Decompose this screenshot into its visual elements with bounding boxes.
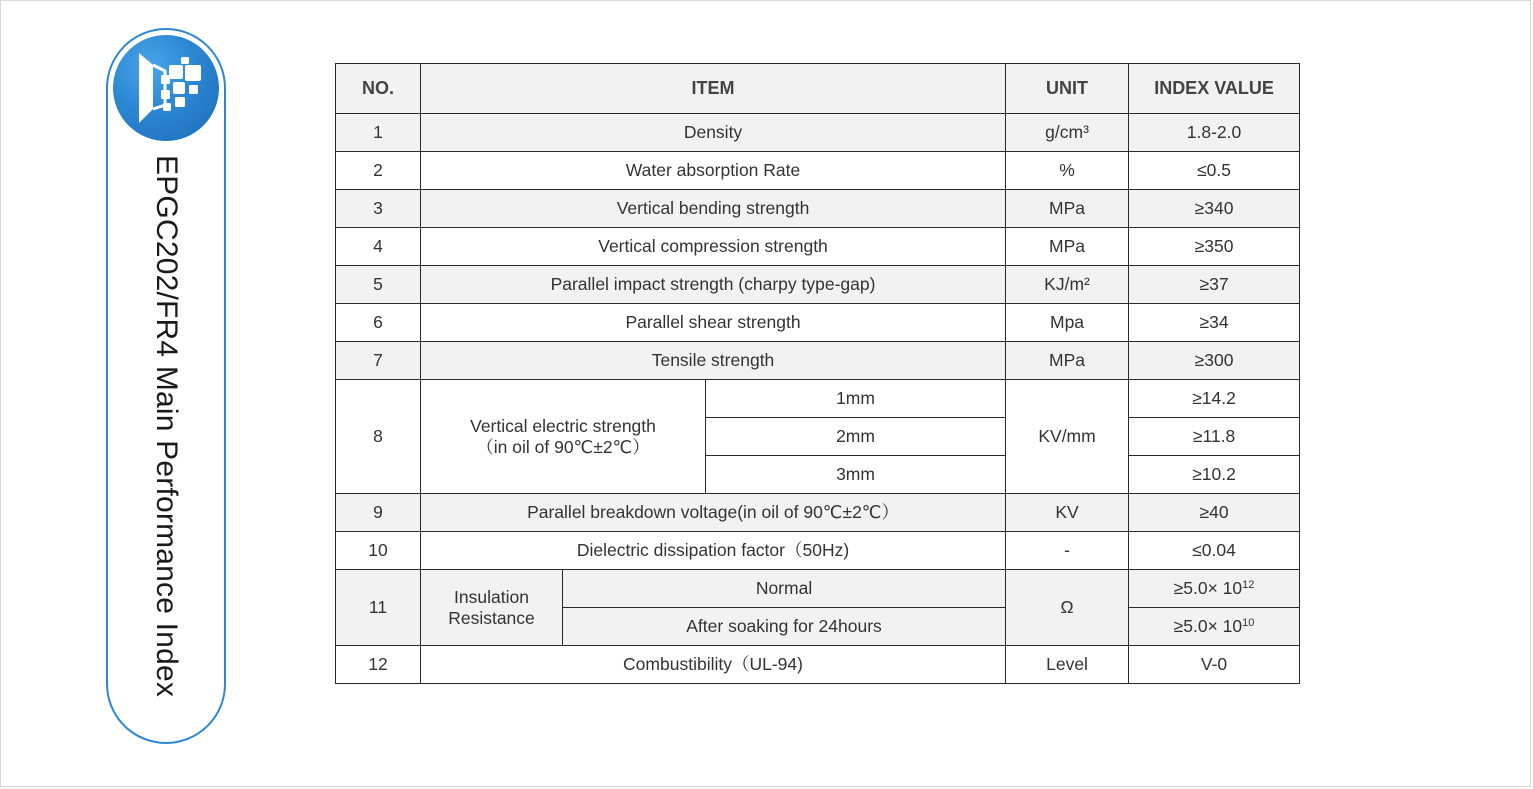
value-exponent: 12 <box>1242 579 1255 591</box>
row-no: 2 <box>336 152 421 190</box>
table-row <box>336 190 1300 228</box>
row-value: ≥11.8 <box>1129 418 1300 456</box>
row-value: ≥34 <box>1129 304 1300 342</box>
row-item: Vertical bending strength <box>421 190 1006 228</box>
performance-table <box>335 63 1300 684</box>
row-item: Parallel breakdown voltage(in oil of 90℃±2℃） <box>421 494 1006 532</box>
row-subitem: Normal <box>563 570 1006 608</box>
row-item: Density <box>421 114 1006 152</box>
row-item: Water absorption Rate <box>421 152 1006 190</box>
table-row <box>336 114 1300 152</box>
table-row <box>336 570 1300 608</box>
row-value: ≥300 <box>1129 342 1300 380</box>
row-value: ≥350 <box>1129 228 1300 266</box>
row-item: Tensile strength <box>421 342 1006 380</box>
table-row <box>336 304 1300 342</box>
row-item-line2: （in oil of 90℃±2℃） <box>476 436 650 457</box>
row-unit: % <box>1006 152 1129 190</box>
row-item: Parallel shear strength <box>421 304 1006 342</box>
row-item <box>421 380 706 494</box>
value-exponent: 10 <box>1242 617 1255 629</box>
row-subitem: 1mm <box>706 380 1006 418</box>
table-row <box>336 228 1300 266</box>
value-base: ≥5.0× 10 <box>1173 616 1243 636</box>
row-item-line1: Insulation <box>454 586 529 607</box>
row-item-line2: Resistance <box>448 607 535 628</box>
row-value <box>1129 570 1300 608</box>
row-no: 6 <box>336 304 421 342</box>
header-unit: UNIT <box>1006 64 1129 114</box>
row-unit: Level <box>1006 646 1129 684</box>
row-item <box>421 570 563 646</box>
row-unit: MPa <box>1006 342 1129 380</box>
row-unit: MPa <box>1006 228 1129 266</box>
row-no: 3 <box>336 190 421 228</box>
row-no: 11 <box>336 570 421 646</box>
table-row <box>336 494 1300 532</box>
row-value: ≥40 <box>1129 494 1300 532</box>
row-unit: KV/mm <box>1006 380 1129 494</box>
row-no: 10 <box>336 532 421 570</box>
table-row <box>336 646 1300 684</box>
row-item: Parallel impact strength (charpy type-gap) <box>421 266 1006 304</box>
table-row <box>336 532 1300 570</box>
fiber-cube-icon <box>113 35 219 141</box>
row-value: ≤0.5 <box>1129 152 1300 190</box>
row-unit: Mpa <box>1006 304 1129 342</box>
row-value: ≥340 <box>1129 190 1300 228</box>
row-unit: KV <box>1006 494 1129 532</box>
row-value: ≤0.04 <box>1129 532 1300 570</box>
row-subitem: After soaking for 24hours <box>563 608 1006 646</box>
value-base: ≥5.0× 10 <box>1173 578 1243 598</box>
row-value: ≥10.2 <box>1129 456 1300 494</box>
row-subitem: 3mm <box>706 456 1006 494</box>
row-item: Dielectric dissipation factor（50Hz) <box>421 532 1006 570</box>
row-no: 9 <box>336 494 421 532</box>
row-item: Vertical compression strength <box>421 228 1006 266</box>
table-row <box>336 152 1300 190</box>
row-no: 7 <box>336 342 421 380</box>
row-value <box>1129 608 1300 646</box>
row-unit: - <box>1006 532 1129 570</box>
table-header-row <box>336 64 1300 114</box>
row-value: 1.8-2.0 <box>1129 114 1300 152</box>
page-title: EPGC202/FR4 Main Performance Index <box>150 155 183 698</box>
row-unit: g/cm³ <box>1006 114 1129 152</box>
row-subitem: 2mm <box>706 418 1006 456</box>
header-index-value: INDEX VALUE <box>1129 64 1300 114</box>
row-unit: MPa <box>1006 190 1129 228</box>
row-unit: KJ/m² <box>1006 266 1129 304</box>
row-value: ≥14.2 <box>1129 380 1300 418</box>
row-no: 8 <box>336 380 421 494</box>
table-row <box>336 380 1300 418</box>
row-item-line1: Vertical electric strength <box>470 415 656 436</box>
table-row <box>336 342 1300 380</box>
row-no: 12 <box>336 646 421 684</box>
row-no: 1 <box>336 114 421 152</box>
row-no: 5 <box>336 266 421 304</box>
row-unit: Ω <box>1006 570 1129 646</box>
row-no: 4 <box>336 228 421 266</box>
header-item: ITEM <box>421 64 1006 114</box>
row-item: Combustibility（UL-94) <box>421 646 1006 684</box>
row-value: ≥37 <box>1129 266 1300 304</box>
row-value: V-0 <box>1129 646 1300 684</box>
table-row <box>336 266 1300 304</box>
header-no: NO. <box>336 64 421 114</box>
